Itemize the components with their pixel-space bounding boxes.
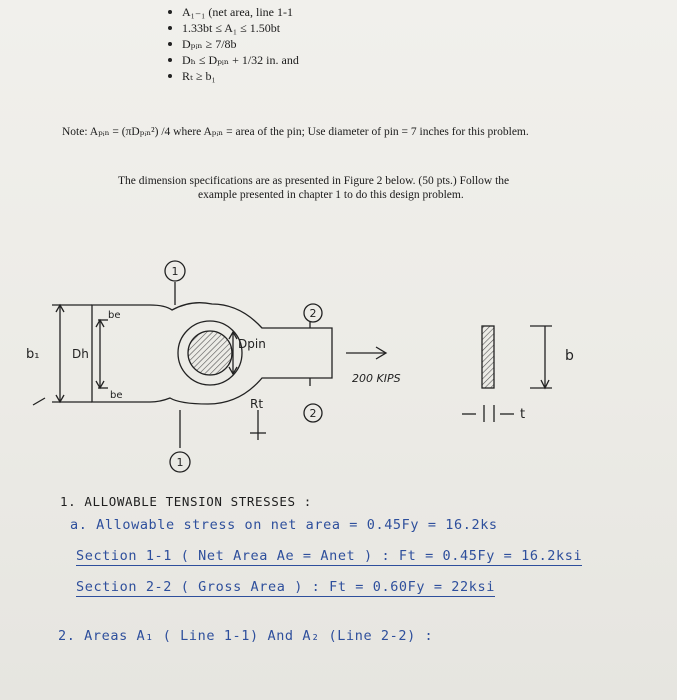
- rt-label: Rt: [250, 397, 264, 411]
- dpin-label: Dpin: [238, 337, 266, 351]
- cross-section: [482, 326, 494, 388]
- section-2-label-bottom: 2: [309, 407, 317, 420]
- t-label: t: [520, 407, 526, 422]
- specification-list: [168, 4, 299, 84]
- work-line-allowable-stress: a. Allowable stress on net area = 0.45Fy = 16.2ks: [70, 517, 498, 533]
- work-line-section-2: Section 2-2 ( Gross Area ) : Ft = 0.60Fy = 22ksi: [76, 579, 495, 595]
- instructions-line-2: example presented in chapter 1 to do this design problem.: [198, 189, 464, 201]
- b-label: b: [565, 348, 574, 364]
- load-label: 200 KIPS: [352, 372, 401, 385]
- pin: [188, 331, 232, 375]
- eyebar-figure: [0, 250, 677, 480]
- spec-item: Dₚᵢₙ ≥ 7/8b: [168, 36, 299, 52]
- spec-item: 1.33bt ≤ A₁ ≤ 1.50bt: [168, 20, 299, 36]
- instructions-line-1: The dimension specifications are as presented in Figure 2 below. (50 pts.) Follow the: [118, 175, 510, 187]
- dh-label: Dh: [72, 347, 89, 361]
- work-heading: 1. ALLOWABLE TENSION STRESSES :: [60, 494, 312, 509]
- work-line-areas: 2. Areas A₁ ( Line 1-1) And A₂ (Line 2-2) :: [58, 628, 434, 644]
- section-2-label-top: 2: [309, 307, 317, 320]
- pin-area-note: Note: Aₚᵢₙ = (πDₚᵢₙ²) /4 where Aₚᵢₙ = area of the pin; Use diameter of pin = 7 inches for this problem.: [62, 126, 529, 138]
- problem-instructions: [118, 174, 608, 202]
- spec-item: Rₜ ≥ b₁: [168, 68, 299, 84]
- stray-pen-mark: [33, 398, 45, 405]
- spec-item: Dₕ ≤ Dₚᵢₙ + 1/32 in. and: [168, 52, 299, 68]
- b1-label: b₁: [26, 347, 40, 362]
- section-1-label-bottom: 1: [176, 456, 184, 469]
- spec-item: A₁₋₁ (net area, line 1-1: [168, 4, 299, 20]
- work-line-section-1: Section 1-1 ( Net Area Ae = Anet ) : Ft = 0.45Fy = 16.2ksi: [76, 548, 583, 564]
- be-label-bottom: be: [110, 390, 123, 401]
- section-1-label-top: 1: [171, 265, 179, 278]
- be-label-top: be: [108, 310, 121, 321]
